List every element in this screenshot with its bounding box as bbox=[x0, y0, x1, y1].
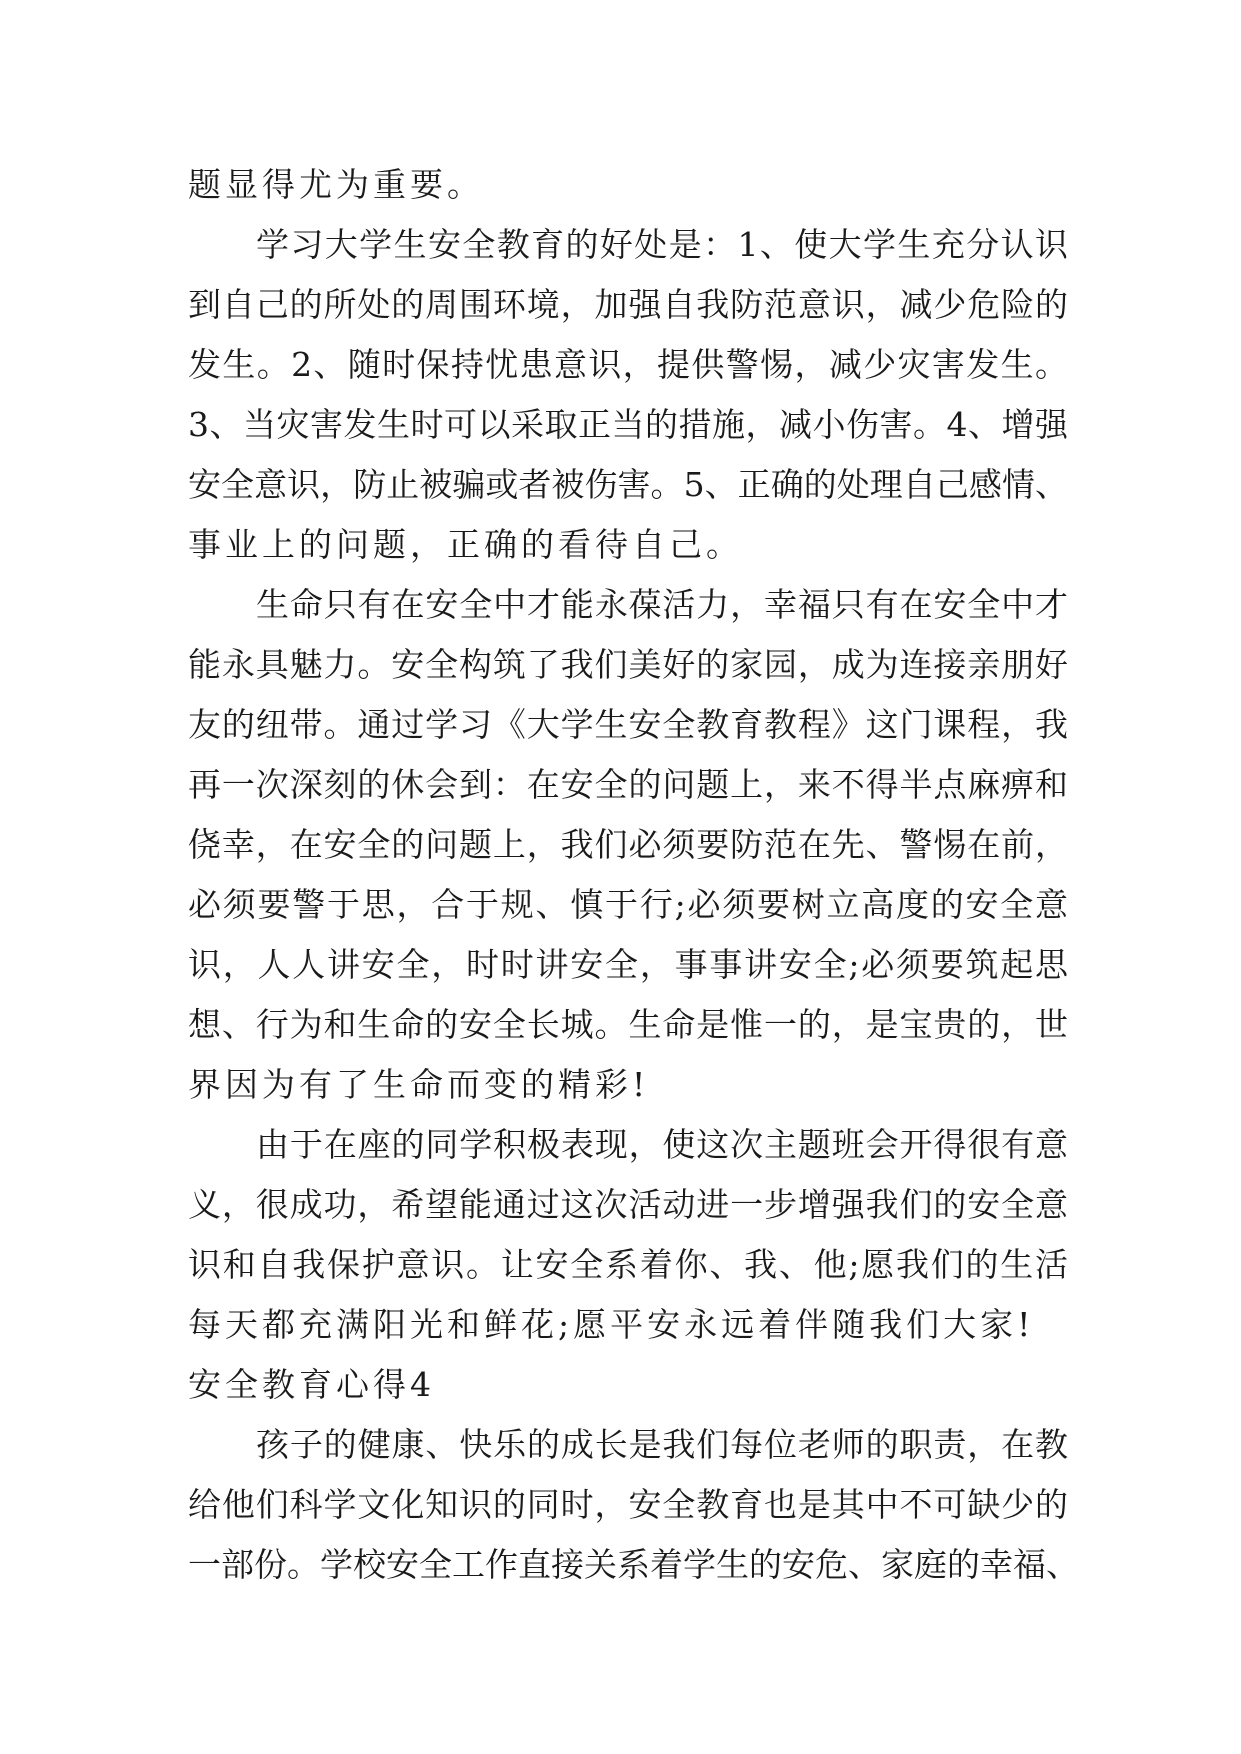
text-line: 识，人人讲安全，时时讲安全，事事讲安全;必须要筑起思 bbox=[188, 945, 1068, 984]
text-line: 义，很成功，希望能通过这次活动进一步增强我们的安全意 bbox=[188, 1185, 1068, 1224]
text-line: 事业上的问题，正确的看待自己。 bbox=[188, 525, 743, 564]
text-line: 界因为有了生命而变的精彩! bbox=[188, 1065, 650, 1104]
text-line: 题显得尤为重要。 bbox=[188, 165, 484, 204]
paragraph-first-line: 学习大学生安全教育的好处是：1、使大学生充分认识 bbox=[256, 225, 1068, 264]
paragraph-first-line: 由于在座的同学积极表现，使这次主题班会开得很有意 bbox=[256, 1125, 1068, 1164]
text-line: 每天都充满阳光和鲜花;愿平安永远着伴随我们大家! bbox=[188, 1305, 1035, 1344]
text-line: 想、行为和生命的安全长城。生命是惟一的，是宝贵的，世 bbox=[188, 1005, 1068, 1044]
text-line: 友的纽带。通过学习《大学生安全教育教程》这门课程，我 bbox=[188, 705, 1068, 744]
text-line: 再一次深刻的休会到：在安全的问题上，来不得半点麻痹和 bbox=[188, 765, 1068, 804]
paragraph-first-line: 生命只有在安全中才能永葆活力，幸福只有在安全中才 bbox=[256, 585, 1068, 624]
text-line: 识和自我保护意识。让安全系着你、我、他;愿我们的生活 bbox=[188, 1245, 1068, 1284]
text-line: 给他们科学文化知识的同时，安全教育也是其中不可缺少的 bbox=[188, 1485, 1068, 1524]
section-heading: 安全教育心得4 bbox=[188, 1365, 435, 1404]
text-line: 3、当灾害发生时可以采取正当的措施，减小伤害。4、增强 bbox=[188, 405, 1068, 444]
text-line: 发生。2、随时保持忧患意识，提供警惕，减少灾害发生。 bbox=[188, 345, 1068, 384]
text-line: 必须要警于思，合于规、慎于行;必须要树立高度的安全意 bbox=[188, 885, 1068, 924]
text-line: 侥幸，在安全的问题上，我们必须要防范在先、警惕在前， bbox=[188, 825, 1068, 864]
text-line: 安全意识，防止被骗或者被伤害。5、正确的处理自己感情、 bbox=[188, 465, 1068, 504]
text-line: 一部份。学校安全工作直接关系着学生的安危、家庭的幸福、 bbox=[188, 1545, 1079, 1584]
text-line: 能永具魅力。安全构筑了我们美好的家园，成为连接亲朋好 bbox=[188, 645, 1068, 684]
paragraph-first-line: 孩子的健康、快乐的成长是我们每位老师的职责，在教 bbox=[256, 1425, 1068, 1464]
text-line: 到自己的所处的周围环境，加强自我防范意识，减少危险的 bbox=[188, 285, 1068, 324]
